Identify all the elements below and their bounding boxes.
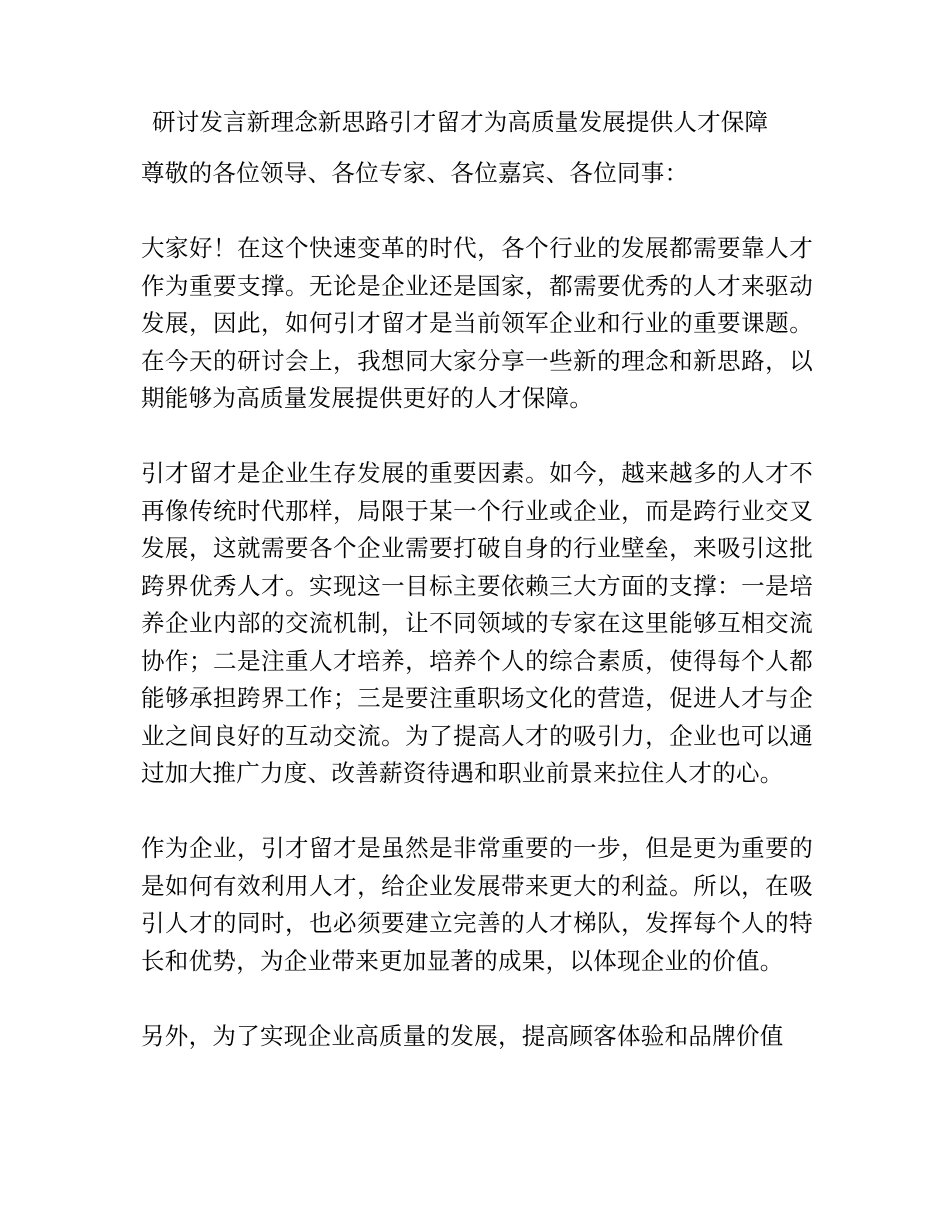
paragraph-1: 大家好！在这个快速变革的时代，各个行业的发展都需要靠人才作为重要支撑。无论是企业还是国家，都需要优秀的人才来驱动发展，因此，如何引才留才是当前领军企业和行业的重要课题。在今天的研讨会上，我想同大家分享一些新的理念和新思路，以期能够为高质量发展提供更好的人才保障。: [141, 234, 813, 412]
document-body: [141, 155, 813, 1093]
paragraph-2: 引才留才是企业生存发展的重要因素。如今，越来越多的人才不再像传统时代那样，局限于某一个行业或企业，而是跨行业交叉发展，这就需要各个企业需要打破自身的行业壁垒，来吸引这批跨界优秀人才。实现这一目标主要依赖三大方面的支撑：一是培养企业内部的交流机制，让不同领域的专家在这里能够互相交流协作；二是注重人才培养，培养个人的综合素质，使得每个人都能够承担跨界工作；三是要注重职场文化的营造，促进人才与企业之间良好的互动交流。为了提高人才的吸引力，企业也可以通过加大推广力度、改善薪资待遇和职业前景来拉住人才的心。: [141, 459, 813, 787]
paragraph-3: 作为企业，引才留才是虽然是非常重要的一步，但是更为重要的是如何有效利用人才，给企业发展带来更大的利益。所以，在吸引人才的同时，也必须要建立完善的人才梯队，发挥每个人的特长和优势，为企业带来更加显著的成果，以体现企业的价值。: [141, 834, 813, 975]
salutation: 尊敬的各位领导、各位专家、各位嘉宾、各位同事：: [141, 159, 689, 187]
paragraph-4: 另外，为了实现企业高质量的发展，提高顾客体验和品牌价值: [141, 1021, 784, 1050]
document-title: 研讨发言新理念新思路引才留才为高质量发展提供人才保障: [152, 108, 769, 136]
